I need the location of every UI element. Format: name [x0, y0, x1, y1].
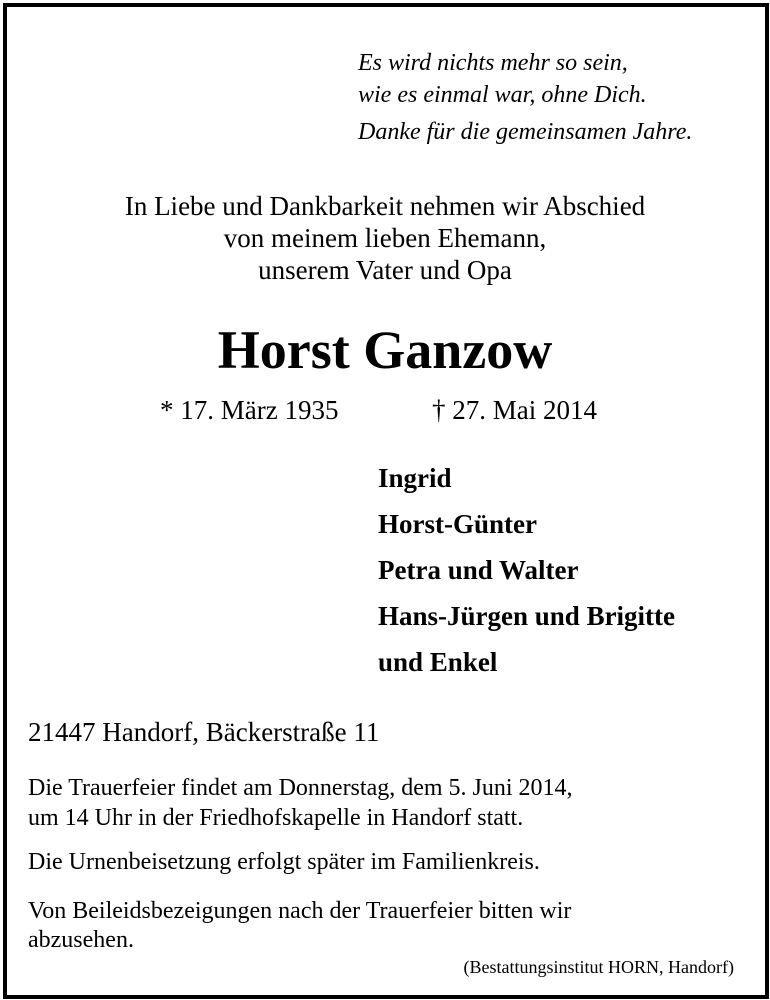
mourner-name: Horst-Günter [378, 509, 537, 539]
condolence-notice-line-1: Von Beileidsbezeigungen nach der Trauerfeier bitten wir [28, 898, 572, 924]
family-address: 21447 Handorf, Bäckerstraße 11 [28, 717, 380, 747]
funeral-notice-line-2: um 14 Uhr in der Friedhofskapelle in Handorf statt. [28, 805, 524, 831]
funeral-notice-line-1: Die Trauerfeier findet am Donnerstag, dem 5. Juni 2014, [28, 775, 573, 801]
urn-notice: Die Urnenbeisetzung erfolgt später im Familienkreis. [28, 849, 540, 875]
deceased-name: Horst Ganzow [217, 320, 553, 380]
intro-line-1: In Liebe und Dankbarkeit nehmen wir Abschied [124, 191, 646, 221]
intro-line-3: unserem Vater und Opa [258, 255, 512, 285]
death-date: † 27. Mai 2014 [432, 395, 597, 425]
birth-date: * 17. März 1935 [160, 395, 339, 425]
intro-line-2: von meinem lieben Ehemann, [223, 223, 547, 253]
quote-line-3: Danke für die gemeinsamen Jahre. [358, 119, 693, 145]
condolence-notice-line-2: abzusehen. [28, 927, 134, 953]
quote-line-1: Es wird nichts mehr so sein, [358, 50, 628, 76]
quote-line-2: wie es einmal war, ohne Dich. [358, 82, 647, 108]
mourner-name: Hans-Jürgen und Brigitte [378, 601, 676, 631]
funeral-home-credit: (Bestattungsinstitut HORN, Handorf) [463, 957, 734, 977]
mourner-name: Ingrid [378, 463, 452, 493]
mourner-name: und Enkel [378, 647, 498, 677]
mourner-name: Petra und Walter [378, 555, 579, 585]
